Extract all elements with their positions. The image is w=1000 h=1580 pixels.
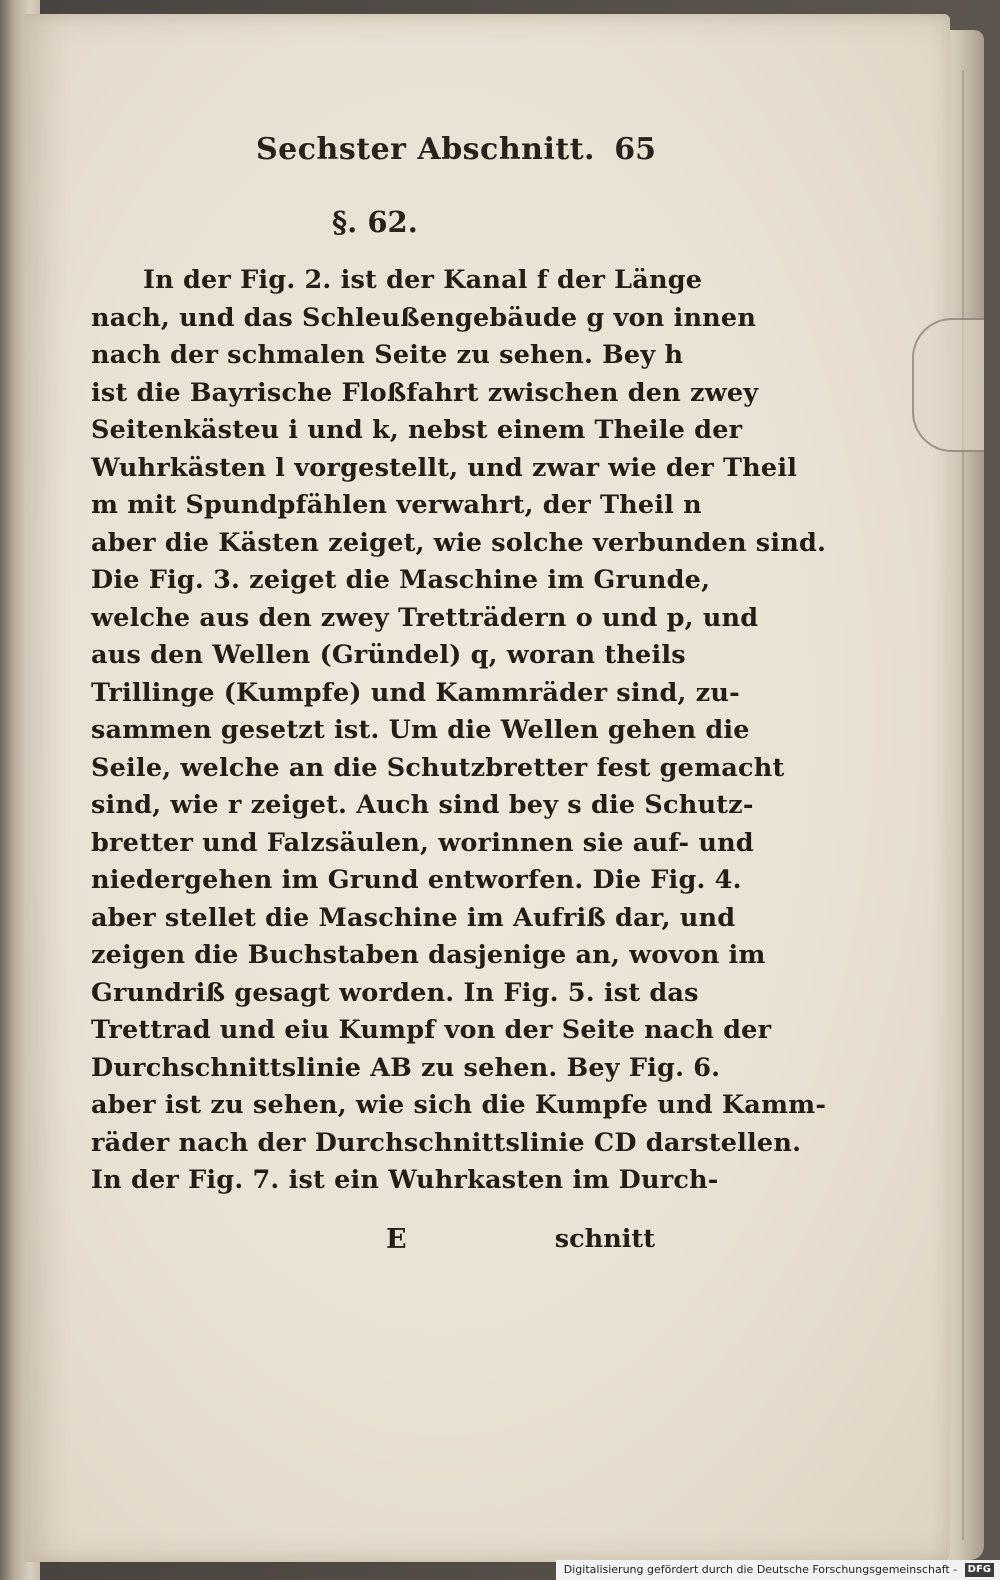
text-line: niedergehen im Grund entworfen. Die Fig. 4. [91, 865, 742, 895]
text-line: sind, wie r zeiget. Auch sind bey s die Schutz- [91, 790, 754, 820]
section-title: §. 62. [332, 205, 418, 239]
text-line: Seile, welche an die Schutzbretter fest gemacht [91, 752, 785, 783]
text-line: Trettrad und eiu Kumpf von der Seite nach der [91, 1015, 772, 1045]
credit-text: Digitalisierung gefördert durch die Deutsche Forschungsgemeinschaft - [563, 1563, 958, 1576]
text-line: welche aus den zwey Tretträdern o und p, und [91, 602, 759, 633]
page-clip [912, 318, 984, 452]
running-head: Sechster Abschnitt. [256, 132, 596, 167]
text-line: aber die Kästen zeiget, wie solche verbunden sind. [91, 527, 827, 558]
text-line: Die Fig. 3. zeiget die Maschine im Grunde, [91, 565, 711, 595]
text-line: nach, und das Schleußengebäude g von innen [91, 302, 757, 333]
text-line: Seitenkästeu i und k, nebst einem Theile der [91, 415, 743, 445]
text-line: aber ist zu sehen, wie sich die Kumpfe und Kamm- [91, 1090, 827, 1120]
body-text [91, 262, 827, 1200]
catchword: schnitt [554, 1224, 655, 1254]
text-line: m mit Spundpfählen verwahrt, der Theil n [91, 490, 702, 520]
text-line: Wuhrkästen l vorgestellt, und zwar wie der Theil [91, 452, 798, 483]
text-line: In der Fig. 7. ist ein Wuhrkasten im Durch- [91, 1165, 719, 1195]
text-line: bretter und Falzsäulen, worinnen sie auf- und [91, 827, 754, 858]
text-line: Durchschnittslinie AB zu sehen. Bey Fig. 6. [91, 1052, 721, 1083]
text-line: aber stellet die Maschine im Aufriß dar, und [91, 902, 736, 933]
dfg-logo: DFG [965, 1563, 994, 1577]
page-number: 65 [614, 132, 656, 167]
text-line: nach der schmalen Seite zu sehen. Bey h [91, 340, 684, 370]
text-line: ist die Bayrische Floßfahrt zwischen den zwey [91, 377, 759, 408]
text-line: In der Fig. 2. ist der Kanal f der Länge [143, 265, 703, 295]
text-line: aus den Wellen (Gründel) q, woran theils [91, 640, 686, 670]
text-line: zeigen die Buchstaben dasjenige an, wovon im [91, 940, 766, 970]
signature-mark: E [386, 1224, 407, 1255]
page-footer [91, 1224, 655, 1260]
page-header [256, 132, 656, 174]
text-line: Grundriß gesagt worden. In Fig. 5. ist das [91, 977, 699, 1008]
text-line: räder nach der Durchschnittslinie CD darstellen. [91, 1127, 802, 1158]
digitization-credit [556, 1560, 1000, 1580]
text-line: Trillinge (Kumpfe) und Kammräder sind, zu- [91, 677, 740, 708]
text-line: sammen gesetzt ist. Um die Wellen gehen die [91, 715, 750, 745]
